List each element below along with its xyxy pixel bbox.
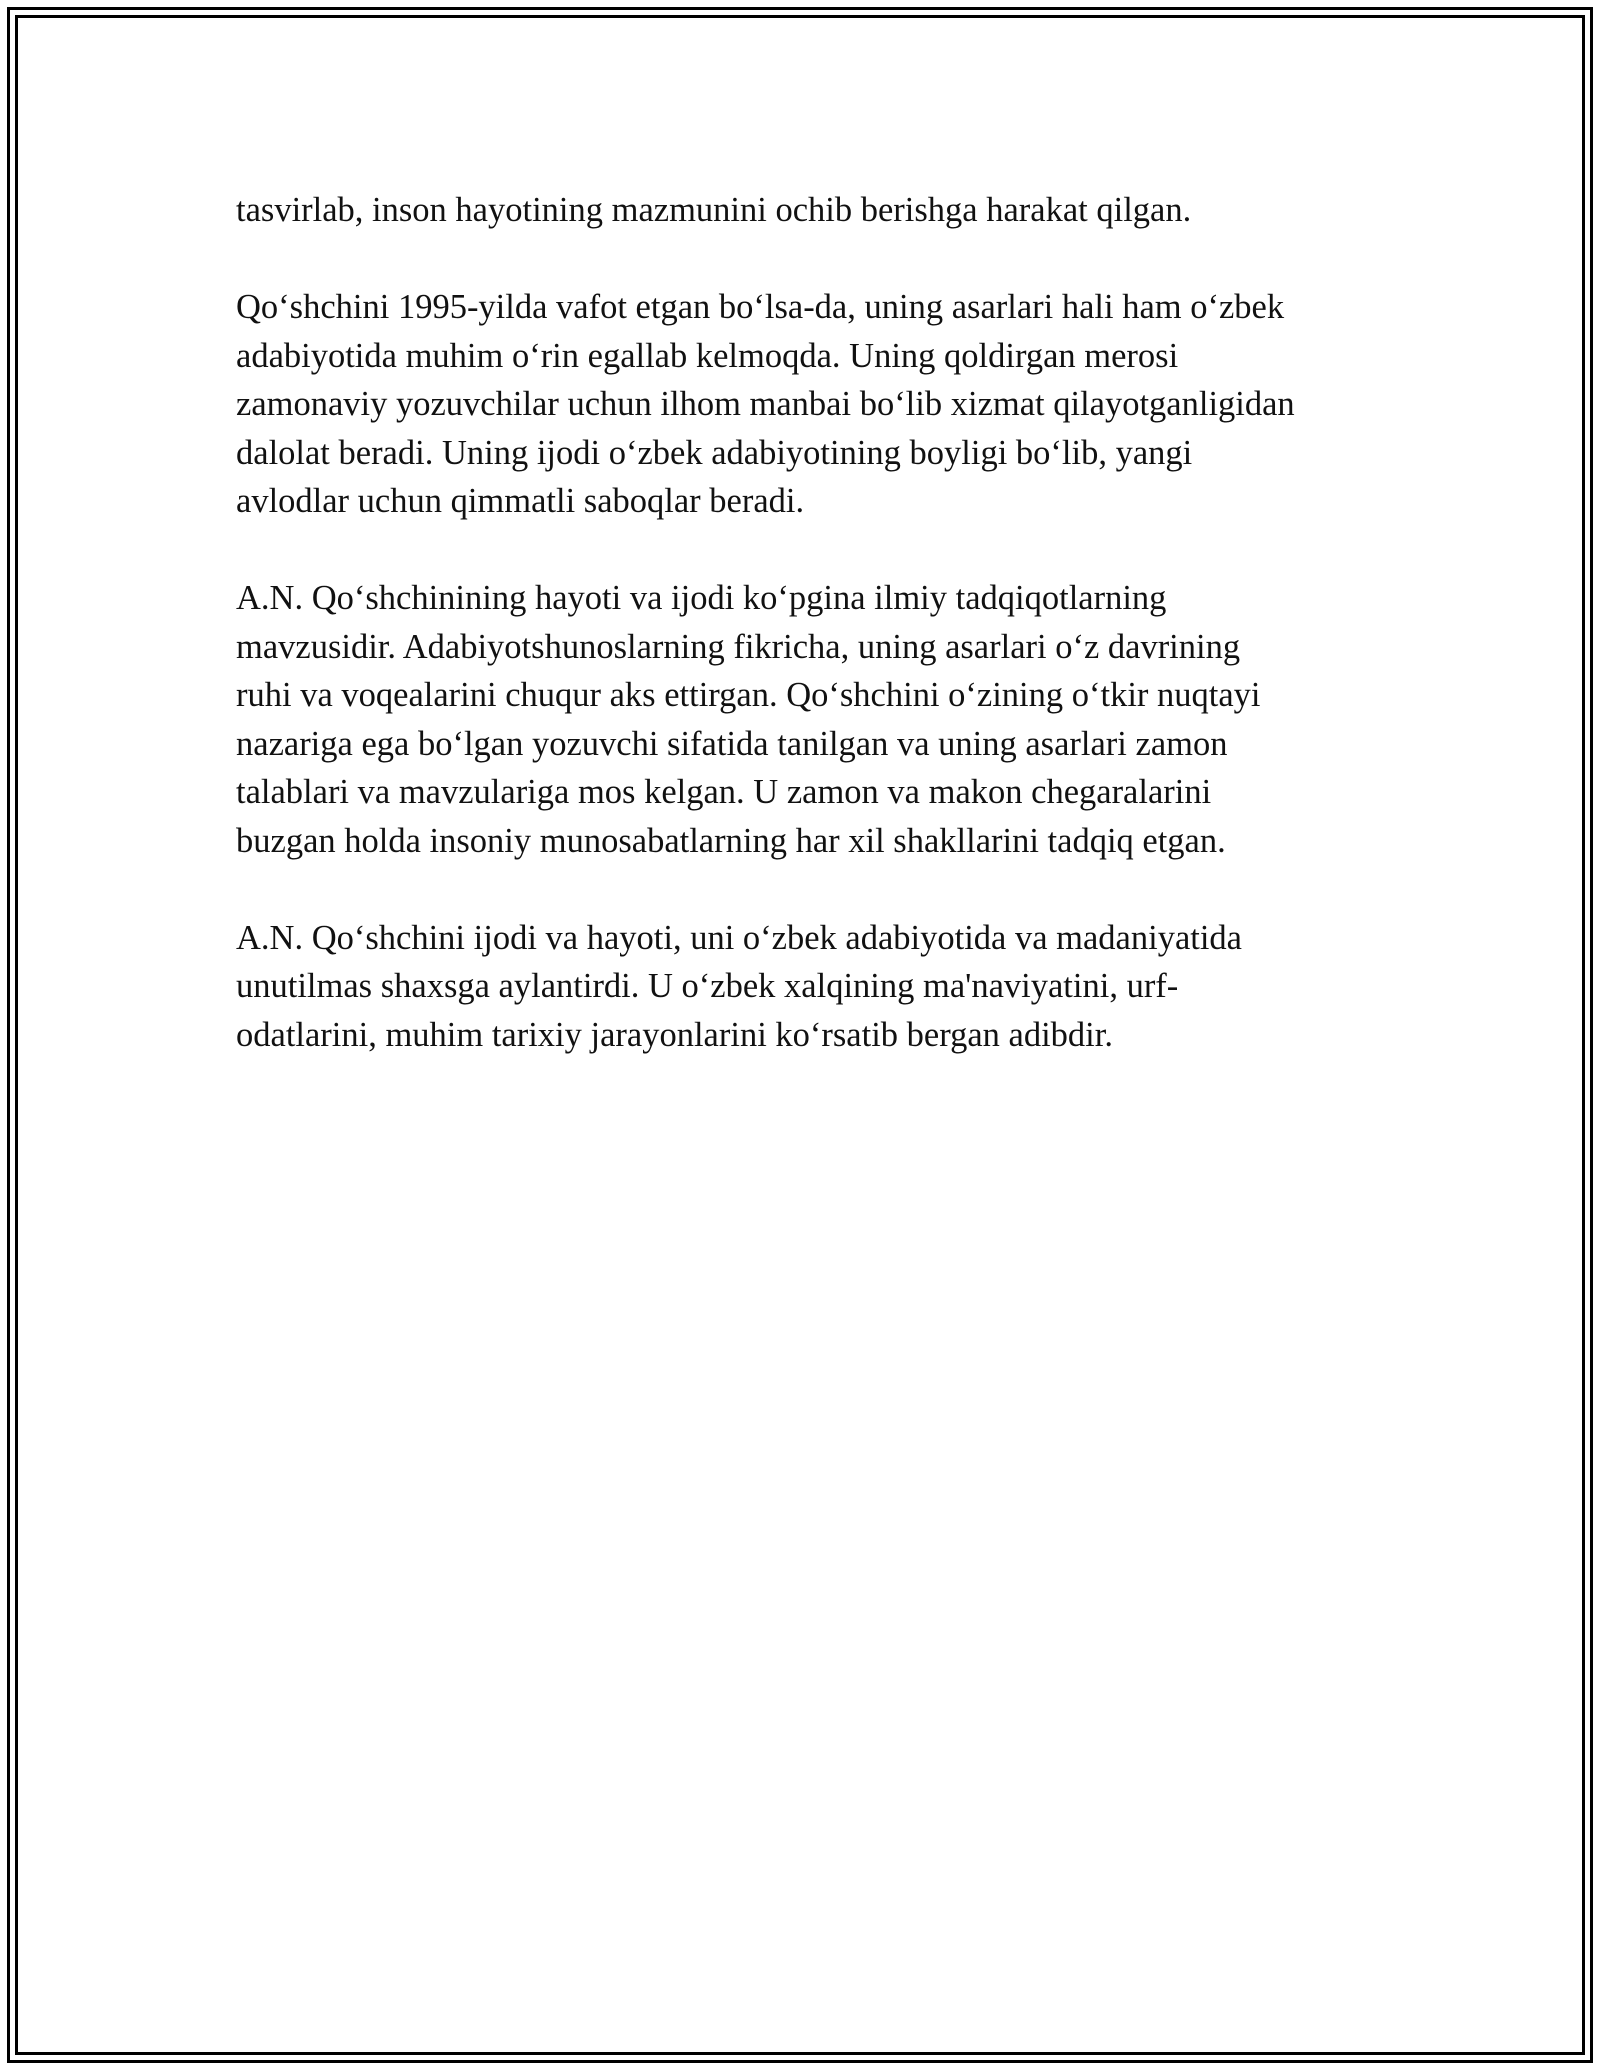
paragraph-1: tasvirlab, inson hayotining mazmunini ochib berishga harakat qilgan.	[236, 191, 1192, 229]
paragraph-2: Qo‘shchini 1995-yilda vafot etgan bo‘lsa-da, uning asarlari hali ham o‘zbek adabiyotida muhim o‘rin egallab kelmoqda. Uning qoldirgan merosi zamonaviy yozuvchilar uchun ilhom manbai bo‘lib xizmat qilayotganligidan dalolat beradi. Uning ijodi o‘zbek adabiyotining boyligi bo‘lib, yangi avlodlar uchun qimmatli saboqlar beradi.	[236, 288, 1295, 520]
document-body	[236, 186, 1376, 1108]
paragraph-4: A.N. Qo‘shchini ijodi va hayoti, uni o‘zbek adabiyotida va madaniyatida unutilmas shaxsga aylantirdi. U o‘zbek xalqining ma'naviyatini, urf- odatlarini, muhim tarixiy jarayonlarini ko‘rsatib bergan adibdir.	[236, 918, 1242, 1054]
paragraph-3: A.N. Qo‘shchinining hayoti va ijodi ko‘pgina ilmiy tadqiqotlarning mavzusidir. Adabiyotshunoslarning fikricha, uning asarlari o‘z davrining ruhi va voqealarini chuqur aks ettirgan. Qo‘shchini o‘zining o‘tkir nuqtayi nazariga ega bo‘lgan yozuvchi sifatida tanilgan va uning asarlari zamon talablari va mavzulariga mos kelgan. U zamon va makon chegaralarini buzgan holda insoniy munosabatlarning har xil shakllarini tadqiq etgan.	[236, 579, 1261, 860]
